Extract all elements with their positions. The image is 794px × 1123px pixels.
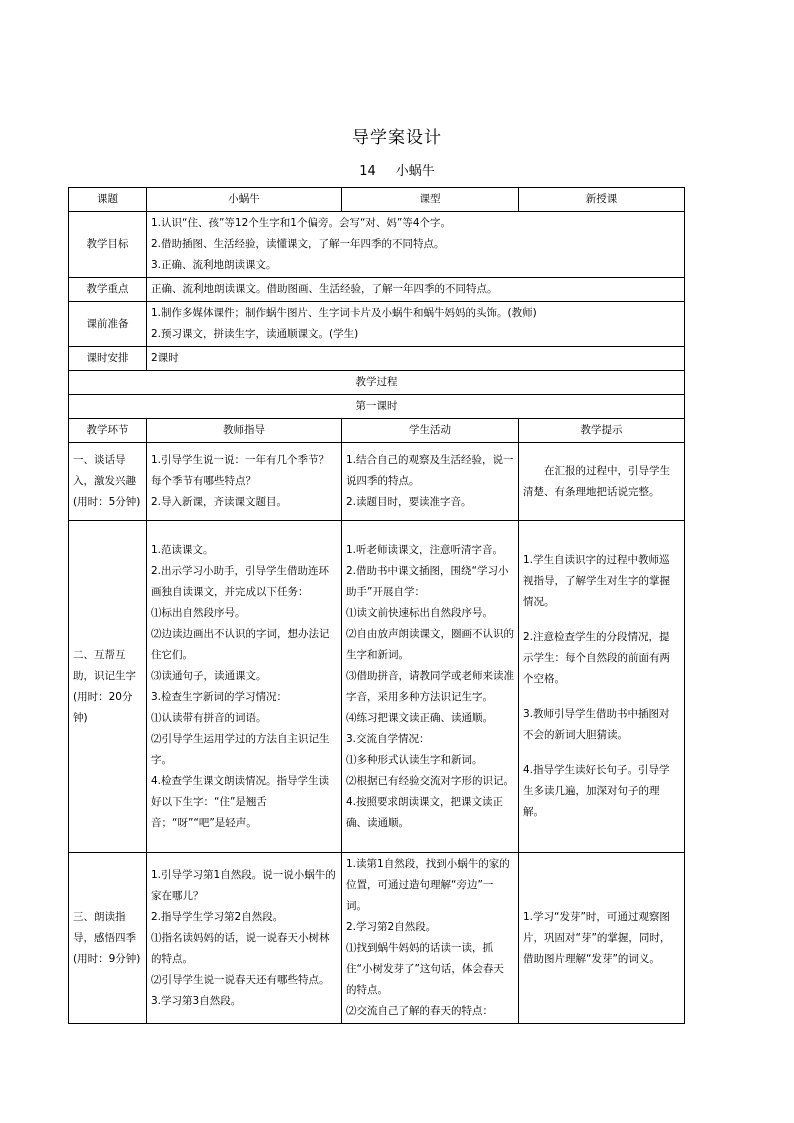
tip-item: 在汇报的过程中，引导学生清楚、有条理地把话说完整。 [523, 464, 670, 498]
student-item: ⑵交流自己了解的春天的特点： [346, 1005, 493, 1017]
stage-name: 一、谈话导入，激发兴趣(用时：5分钟) [69, 443, 147, 521]
stage-name: 二、互帮互助，识记生字(用时：20分钟) [69, 521, 147, 853]
teacher-item: 1.范读课文。 [151, 543, 214, 556]
stage-row [69, 443, 685, 521]
student-activity [342, 853, 519, 1024]
teacher-item: 1.引导学习第1自然段。说一说小蜗牛的家在哪儿？ [151, 868, 336, 902]
page-title: 导学案设计 [352, 128, 442, 148]
goals-row [69, 212, 685, 278]
period-row [69, 395, 685, 419]
teacher-item: ⑴标出自然段序号。 [151, 606, 246, 619]
student-item: ⑶借助拼音，请教同学或老师来读准字音，采用多种方法识记生字。 [346, 669, 514, 703]
student-item: 2.读题目时，要读准字音。 [346, 496, 472, 508]
prep-row [69, 302, 685, 347]
process-title: 教学过程 [69, 371, 685, 395]
goals-content [147, 212, 685, 278]
prep-item: 1.制作多媒体课件；制作蜗牛图片、生字词卡片及小蜗牛和蜗牛妈妈的头饰。(教师) [151, 307, 537, 319]
stage-name: 三、朗读指导，感悟四季(用时：9分钟) [69, 853, 147, 1024]
prep-item: 2.预习课文，拼读生字，读通顺课文。(学生) [151, 328, 359, 340]
type-label: 课型 [342, 188, 519, 212]
column-header: 学生活动 [342, 419, 519, 443]
column-header: 教学提示 [519, 419, 685, 443]
teacher-item: ⑴指名读妈妈的话，说一说春天小树林的特点。 [151, 931, 330, 965]
lesson-heading [0, 160, 794, 179]
student-item: 1.结合自己的观察及生活经验，说一说四季的特点。 [346, 454, 514, 487]
teacher-item: 1.引导学生说一说：一年有几个季节？每个季节有哪些特点？ [151, 454, 330, 487]
teaching-tips [519, 521, 685, 853]
student-item: 2.借助书中课文插图，围绕“学习小助手”开展自学： [346, 564, 509, 598]
prep-content [147, 302, 685, 347]
student-item: 3.交流自学情况： [346, 732, 430, 745]
teacher-item: 3.检查生字新词的学习情况： [151, 690, 288, 703]
stage-row [69, 521, 685, 853]
teacher-item: ⑶读通句子，读通课文。 [151, 669, 267, 682]
goal-item: 3.正确、流利地朗读课文。 [151, 259, 277, 271]
period-title: 第一课时 [69, 395, 685, 419]
student-item: 1.读第1自然段，找到小蜗牛的家的位置，可通过造句理解“旁边”一词。 [346, 858, 510, 912]
topic-row [69, 188, 685, 212]
tip-item: 4.指导学生读好长句子。引导学生多读几遍，加深对句子的理解。 [523, 764, 670, 818]
teacher-guidance [147, 521, 342, 853]
topic-value: 小蜗牛 [147, 188, 342, 212]
process-title-row [69, 371, 685, 395]
teacher-item: ⑵引导学生说一说春天还有哪些特点。 [151, 973, 330, 986]
teacher-item: 2.导入新课，齐读课文题目。 [151, 496, 288, 508]
teacher-item: 4.检查学生课文朗读情况。指导学生读好以下生字：“住”是翘舌音；“呀”“吧”是轻声。 [151, 774, 330, 829]
teaching-tips [519, 443, 685, 521]
student-item: ⑷练习把课文读正确、读通顺。 [346, 711, 493, 724]
schedule-value: 2课时 [147, 347, 685, 371]
student-item: ⑵根据已有经验交流对字形的识记。 [346, 774, 514, 787]
student-item: 2.学习第2自然段。 [346, 921, 437, 933]
teacher-guidance [147, 443, 342, 521]
teaching-tips [519, 853, 685, 1024]
student-item: ⑴找到蜗牛妈妈的话读一读，抓住“小树发芽了”这句话，体会春天的特点。 [346, 942, 504, 996]
student-item: ⑴多种形式认读生字和新词。 [346, 753, 483, 766]
lesson-number: 14 [359, 164, 376, 179]
student-activity [342, 521, 519, 853]
lesson-plan-table [68, 187, 685, 1024]
key-label: 教学重点 [69, 278, 147, 302]
column-header: 教师指导 [147, 419, 342, 443]
tip-item: 1.学生自读识字的过程中教师巡视指导，了解学生对生字的掌握情况。 [523, 554, 670, 608]
tip-item: 3.教师引导学生借助书中插图对不会的新词大胆猜读。 [523, 708, 670, 741]
column-header-row [69, 419, 685, 443]
teacher-item: ⑴认读带有拼音的词语。 [151, 711, 267, 724]
student-item: ⑴读文前快速标出自然段序号。 [346, 606, 493, 619]
topic-label: 课题 [69, 188, 147, 212]
student-item: 1.听老师读课文，注意听清字音。 [346, 543, 504, 556]
student-activity [342, 443, 519, 521]
lesson-name: 小蜗牛 [395, 164, 435, 179]
schedule-row [69, 347, 685, 371]
goal-item: 2.借助插图、生活经验，读懂课文，了解一年四季的不同特点。 [151, 238, 445, 250]
column-header: 教学环节 [69, 419, 147, 443]
teacher-item: ⑵引导学生运用学过的方法自主识记生字。 [151, 732, 330, 766]
teacher-guidance [147, 853, 342, 1024]
tip-item: 1.学习“发芽”时，可通过观察图片，巩固对“芽”的掌握，同时，借助图片理解“发芽”的词义。 [523, 910, 671, 965]
teacher-item: 2.指导学生学习第2自然段。 [151, 910, 284, 923]
teacher-item: ⑵边读边画出不认识的字词，想办法记住它们。 [151, 627, 330, 661]
student-item: ⑵自由放声朗读课文，圈画不认识的生字和新词。 [346, 627, 514, 661]
teacher-item: 2.出示学习小助手，引导学生借助连环画独自读课文，并完成以下任务： [151, 564, 330, 598]
teacher-item: 3.学习第3自然段。 [151, 994, 242, 1007]
goal-item: 1.认识“住、孩”等12个生字和1个偏旁。会写“对、妈”等4个字。 [151, 217, 451, 229]
type-value: 新授课 [519, 188, 685, 212]
goals-label: 教学目标 [69, 212, 147, 278]
key-content: 正确、流利地朗读课文。借助图画、生活经验，了解一年四季的不同特点。 [147, 278, 685, 302]
tip-item: 2.注意检查学生的分段情况，提示学生：每个自然段的前面有两个空格。 [523, 631, 670, 685]
schedule-label: 课时安排 [69, 347, 147, 371]
prep-label: 课前准备 [69, 302, 147, 347]
student-item: 4.按照要求朗读课文，把课文读正确、读通顺。 [346, 795, 504, 829]
key-row [69, 278, 685, 302]
stage-row [69, 853, 685, 1024]
